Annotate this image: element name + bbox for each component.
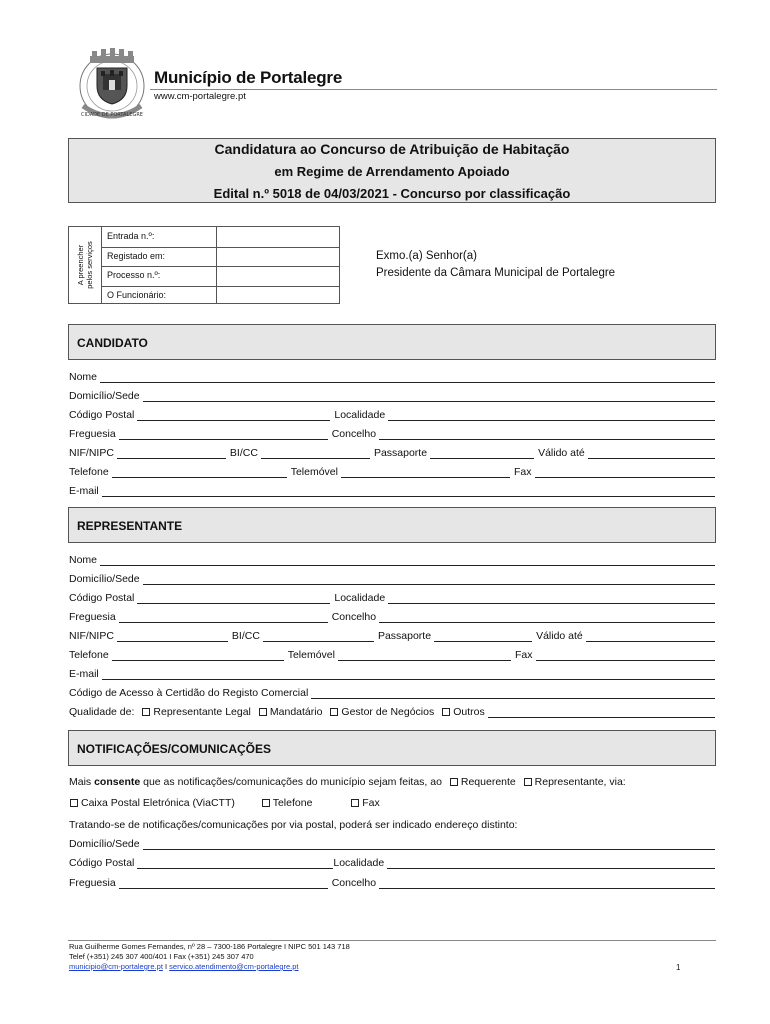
consent-text-post: que as notificações/comunicações do município sejam feitas, ao [140,776,442,788]
consent-text-bold: consente [94,776,141,788]
candidato-nif-field[interactable] [117,447,226,459]
candidato-contacts-row [69,462,715,478]
checkbox[interactable] [70,799,78,807]
notificacoes-domicilio-row [69,834,715,850]
services-use-box [68,226,340,304]
field-label: Localidade [334,592,386,604]
consent-text-pre: Mais [69,776,95,788]
candidato-telemovel-field[interactable] [341,466,510,478]
field-label: Código Postal [69,857,135,869]
candidato-section-header [68,324,716,360]
notificacoes-domicilio-field[interactable] [143,838,715,850]
services-label: O Funcionário: [107,289,167,300]
field-label: Freguesia [69,877,116,889]
checkbox[interactable] [262,799,270,807]
representante-codigo-acesso-field[interactable] [311,687,715,699]
option-label: Outros [453,706,485,718]
representante-nome-row [69,550,715,566]
representante-domicilio-field[interactable] [143,573,715,585]
representante-ids-row [69,626,715,642]
field-label: Concelho [331,611,377,623]
notificacoes-freguesia-row [69,873,715,889]
candidato-domicilio-row [69,386,715,402]
qualidade-option-mandatario[interactable] [254,706,326,718]
field-label: Fax [513,466,532,478]
qualidade-option-legal[interactable] [137,706,254,718]
qualidade-outros-field[interactable] [488,706,715,718]
checkbox[interactable] [259,708,267,716]
field-label: Domicílio/Sede [69,573,140,585]
option-label: Requerente [460,776,516,788]
notificacoes-freguesia-field[interactable] [119,877,328,889]
option-label: Gestor de Negócios [341,706,435,718]
representante-freguesia-field[interactable] [119,611,328,623]
option-label: Representante Legal [153,706,251,718]
candidato-domicilio-field[interactable] [143,390,715,402]
candidato-ids-row [69,443,715,459]
representante-codigo-postal-row [69,588,715,604]
addressee-line-2: Presidente da Câmara Municipal de Portalegre [376,267,616,279]
representante-email-row [69,664,715,680]
notificacoes-localidade-field[interactable] [387,857,715,869]
candidato-nome-field[interactable] [100,371,715,383]
form-title-line-1: Candidatura ao Concurso de Atribuição de Habitação [214,141,570,157]
representante-codigo-acesso-row [69,683,715,699]
services-row-registado[interactable] [102,247,339,268]
crest-motto-text: CIDADE DE PORTALEGRE [81,112,143,118]
form-title-box [68,138,716,203]
services-side-label-line2: pelos serviços [85,241,94,289]
via-option-telefone[interactable] [257,797,313,809]
via-option-fax[interactable] [346,797,380,809]
consent-option-requerente[interactable] [445,776,516,788]
field-label: Nome [69,554,98,566]
services-label: Registado em: [107,250,166,261]
representante-section-header [68,507,716,543]
option-label: Mandatário [269,706,323,718]
footer-emails [69,962,299,971]
candidato-email-field[interactable] [102,485,715,497]
candidato-bicc-field[interactable] [261,447,370,459]
field-label: Fax [514,649,533,661]
field-label: Freguesia [69,611,116,623]
candidato-telefone-field[interactable] [112,466,287,478]
page-number: 1 [676,963,681,972]
services-label: Entrada n.º: [107,231,155,241]
checkbox[interactable] [330,708,338,716]
field-label: Telemóvel [290,466,338,478]
field-label: Domicílio/Sede [69,390,140,402]
option-label: Fax [362,797,380,809]
representante-fax-field[interactable] [536,649,716,661]
field-label: E-mail [69,485,99,497]
checkbox[interactable] [351,799,359,807]
field-label: BI/CC [229,447,258,459]
municipality-name: Município de Portalegre [154,68,343,87]
representante-nif-field[interactable] [117,630,228,642]
field-label: Passaporte [373,447,428,459]
qualidade-option-outros[interactable] [437,706,488,718]
services-row-funcionario[interactable] [102,286,339,306]
services-side-label-line1: A preencher [76,244,85,286]
field-label: Válido até [538,447,585,459]
field-label: Código de Acesso à Certidão do Registo Comercial [69,687,309,699]
field-label: Qualidade de: [69,706,135,718]
footer-separator: I [162,962,170,971]
representante-codigo-postal-field[interactable] [137,592,330,604]
field-label: NIF/NIPC [69,447,114,459]
field-label: BI/CC [231,630,260,642]
field-label: Válido até [536,630,583,642]
services-label: Processo n.º: [107,270,161,280]
candidato-nome-row [69,367,715,383]
representante-qualidade-row [69,702,715,718]
candidato-freguesia-field[interactable] [119,428,328,440]
notificacoes-concelho-field[interactable] [379,877,715,889]
representante-header-text: REPRESENTANTE [77,519,183,533]
qualidade-option-gestor[interactable] [325,706,437,718]
field-label: Nome [69,371,98,383]
field-label: Domicílio/Sede [69,838,140,850]
field-label: Freguesia [69,428,116,440]
municipality-url: www.cm-portalegre.pt [154,91,246,102]
candidato-valido-field[interactable] [588,447,715,459]
field-label: Telefone [69,649,109,661]
footer-rule [68,940,716,941]
checkbox[interactable] [442,708,450,716]
form-title-line-3: Edital n.º 5018 de 04/03/2021 - Concurso por classificação [213,186,571,201]
candidato-email-row [69,481,715,497]
notificacoes-codigo-postal-row [69,853,715,869]
candidato-codigo-postal-field[interactable] [137,409,330,421]
option-label: Telefone [272,797,313,809]
header-rule [150,89,717,90]
representante-freguesia-row [69,607,715,623]
candidato-freguesia-row [69,424,715,440]
form-title-line-2: em Regime de Arrendamento Apoiado [274,164,510,179]
addressee-block [376,248,615,282]
notificacoes-section-header [68,730,716,766]
notificacoes-postal-note: Tratando-se de notificações/comunicações por via postal, poderá ser indicado endereço distinto: [69,819,518,831]
field-label: Passaporte [377,630,432,642]
representante-passaporte-field[interactable] [434,630,532,642]
services-row-processo[interactable] [102,266,339,287]
field-label: E-mail [69,668,99,680]
services-row-entrada[interactable] [102,227,339,248]
candidato-codigo-postal-row [69,405,715,421]
representante-bicc-field[interactable] [263,630,374,642]
candidato-localidade-field[interactable] [388,409,715,421]
option-label: Caixa Postal Eletrónica (ViaCTT) [81,797,235,809]
representante-nome-field[interactable] [100,554,715,566]
services-side-label [69,227,102,303]
field-label: Concelho [331,428,377,440]
checkbox[interactable] [524,778,532,786]
checkbox[interactable] [450,778,458,786]
candidato-passaporte-field[interactable] [430,447,534,459]
option-label: Representante, via: [534,776,626,788]
notificacoes-header-text: NOTIFICAÇÕES/COMUNICAÇÕES [77,742,272,756]
representante-email-field[interactable] [102,668,715,680]
notificacoes-consent-line [69,776,626,788]
candidato-fax-field[interactable] [535,466,716,478]
notificacoes-via-line [65,797,380,809]
addressee-line-1: Exmo.(a) Senhor(a) [376,250,477,262]
footer-email-municipio-link[interactable]: municipio@cm-portalegre.pt [69,962,163,971]
representante-contacts-row [69,645,715,661]
candidato-header-text: CANDIDATO [77,336,148,350]
representante-domicilio-row [69,569,715,585]
field-label: Localidade [334,409,386,421]
candidato-concelho-field[interactable] [379,428,715,440]
checkbox[interactable] [142,708,150,716]
representante-valido-field[interactable] [586,630,715,642]
representante-telefone-field[interactable] [112,649,284,661]
via-option-viactt[interactable] [65,797,235,809]
footer-address: Rua Guilherme Gomes Fernandes, nº 28 – 7300-186 Portalegre I NIPC 501 143 718 [69,942,350,951]
field-label: Concelho [331,877,377,889]
municipal-crest-logo [73,48,151,120]
footer-email-atendimento-link[interactable]: servico.atendimento@cm-portalegre.pt [169,962,299,971]
representante-telemovel-field[interactable] [338,649,511,661]
field-label: Código Postal [69,592,135,604]
notificacoes-codigo-postal-field[interactable] [137,857,333,869]
field-label: Telefone [69,466,109,478]
field-label: Localidade [333,857,385,869]
consent-option-representante[interactable] [519,776,626,788]
field-label: NIF/NIPC [69,630,114,642]
field-label: Telemóvel [287,649,335,661]
field-label: Código Postal [69,409,135,421]
footer-phone: Telef (+351) 245 307 400/401 I Fax (+351) 245 307 470 [69,952,254,961]
representante-concelho-field[interactable] [379,611,715,623]
representante-localidade-field[interactable] [388,592,715,604]
